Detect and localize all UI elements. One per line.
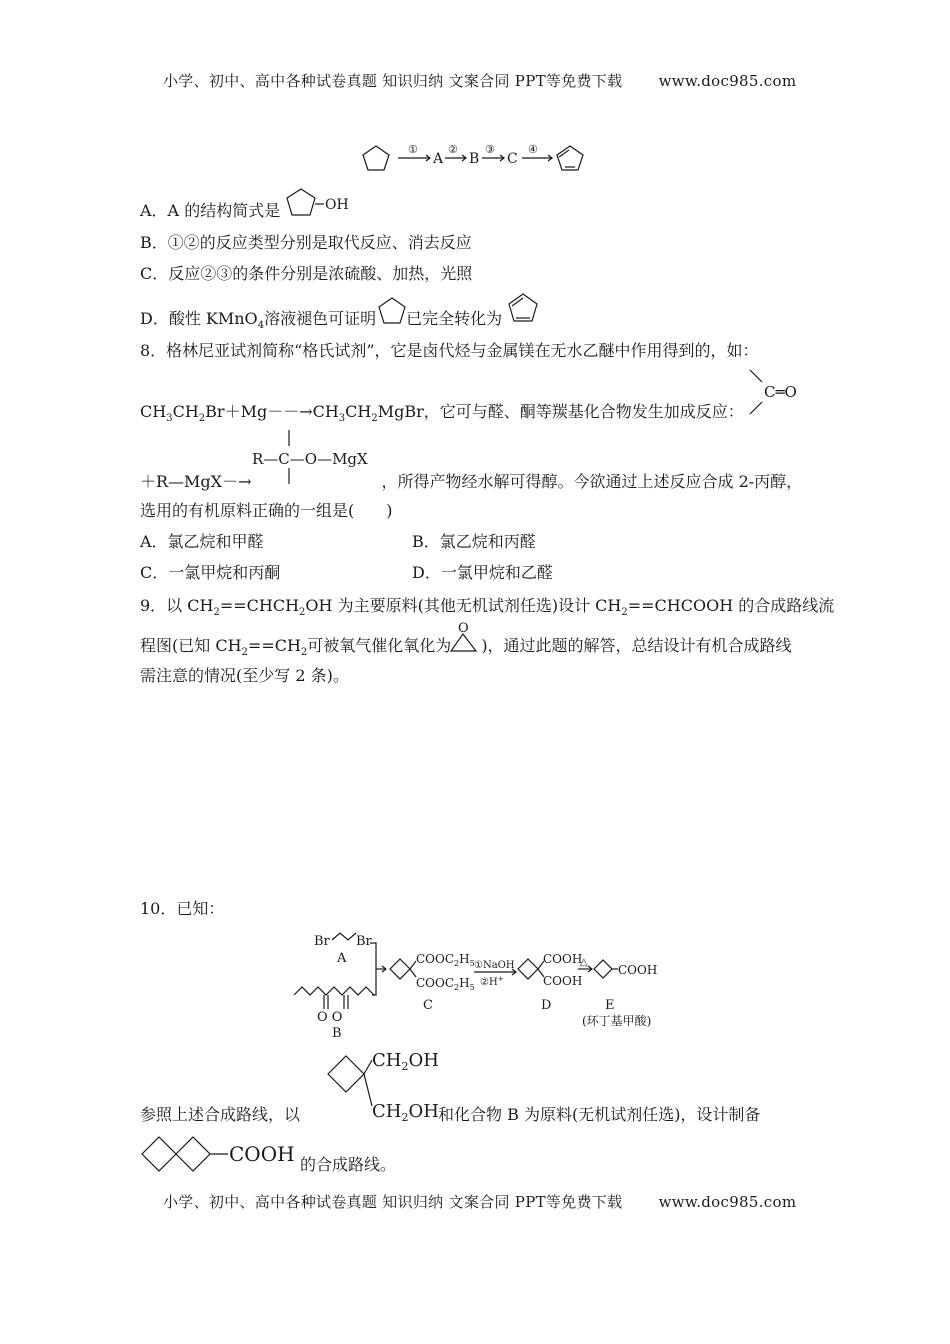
- acid-condition: ②H+: [480, 975, 504, 988]
- ester-group-2: $COOC_2H_5$: [416, 976, 475, 992]
- q9-l1-d: ==CHCOOH 的合成路线流: [627, 596, 835, 615]
- carbonyl-group-structure: [748, 368, 818, 418]
- eq-ch-4: CH: [345, 402, 372, 421]
- carboxyl-1: COOH: [543, 952, 583, 966]
- cyclobutane-ring-spiro-2-icon: [176, 1137, 210, 1171]
- target-carboxyl: COOH: [229, 1142, 295, 1166]
- cyclopentane-ring-icon: [287, 189, 315, 215]
- ch2oh-top: $CH_2OH$: [372, 1050, 439, 1073]
- q10-line1-post: 和化合物 B 为原料(无机试剂任选)，设计制备: [438, 1105, 761, 1124]
- eq-tail: MgBr，它可与醛、酮等羰基化合物发生加成反应：: [377, 402, 744, 421]
- epoxide-structure: [449, 618, 479, 658]
- bromine-2: Br: [356, 934, 372, 949]
- q8-question: 选用的有机原料正确的一组是( ): [140, 501, 393, 520]
- q7-option-d-pre: D．酸性 KMnO: [140, 309, 258, 328]
- footer-text: [163, 1191, 796, 1213]
- q7-option-a: [140, 200, 280, 222]
- q9-sub-5: 2: [300, 647, 308, 659]
- cyclobutane-ring-spiro-1-icon: [142, 1137, 176, 1171]
- epoxide-ring-icon: [451, 634, 476, 651]
- compound-d-label: D: [541, 998, 552, 1013]
- q7-option-c: C．反应②③的条件分别是浓硫酸、加热，光照: [140, 264, 473, 283]
- naoh-condition: ①NaOH: [474, 960, 515, 971]
- eq-arrow-part: Br＋Mg－－→CH: [205, 402, 339, 421]
- q8-line2-post: ，所得产物经水解可得醇。今欲通过上述反应合成 2-丙醇，: [381, 472, 803, 491]
- step-2-label: ②: [448, 143, 458, 156]
- bromine-1: Br: [314, 934, 330, 949]
- heat-condition: △: [580, 957, 588, 968]
- alkoxide-label: R—C—O—MgX: [252, 450, 368, 468]
- q9-l1-c: OH 为主要原料(其他无机试剂任选)设计 CH: [305, 596, 622, 615]
- q9-l2-c: 可被氧气催化氧化为: [307, 636, 452, 655]
- q9-sub-2: 2: [299, 607, 306, 619]
- compound-e-name: (环丁基甲酸): [582, 1014, 652, 1028]
- q10-reaction-scheme: [290, 925, 670, 1045]
- q8-grignard-equation: [140, 401, 744, 423]
- q7-option-d-mid: 溶液褪色可证明: [264, 309, 377, 328]
- q9-sub-3: 2: [621, 607, 628, 619]
- q10-line1: [140, 1104, 760, 1126]
- eq-ch-1: CH: [140, 402, 167, 421]
- cyclobutane-icon-2: [518, 959, 538, 979]
- q9-l2-b: ==CH: [247, 636, 301, 655]
- q9-sub-4: 2: [241, 647, 248, 659]
- ester-group-1: $COOC_2H_5$: [416, 952, 475, 968]
- q9-l2-d: )，通过此题的解答，总结设计有机合成路线: [481, 636, 792, 655]
- cyclopentadiene-small-icon: [507, 292, 541, 324]
- intermediate-b: B: [469, 151, 480, 167]
- eq-ch-2: CH: [172, 402, 199, 421]
- q9-line3: 需注意的情况(至少写 2 条)。: [140, 666, 349, 685]
- carbonyl-label: C═O: [764, 383, 797, 401]
- compound-c-label: C: [423, 998, 433, 1013]
- step-3-label: ③: [485, 143, 495, 156]
- hydroxyl-label: OH: [325, 197, 349, 213]
- spiro-carboxylic-acid-structure: [140, 1134, 310, 1176]
- q9-l1-b: ==CHCH: [219, 596, 300, 615]
- intermediate-a: A: [433, 151, 444, 167]
- eq-sub-1: 3: [166, 413, 173, 425]
- carbonyl-oxygens: O O: [317, 1010, 343, 1025]
- eq-sub-2: 2: [198, 413, 206, 425]
- cyclopentane-icon: [363, 146, 389, 170]
- step-1-label: ①: [408, 143, 418, 156]
- q8-intro: 8．格林尼亚试剂简称“格氏试剂”，它是卤代烃与金属镁在无水乙醚中作用得到的，如：: [140, 341, 759, 360]
- carboxyl-e: COOH: [618, 963, 658, 977]
- q7-option-d-sub: 4: [257, 320, 265, 332]
- cyclobutane-ring-large-icon: [328, 1056, 364, 1092]
- footer-promo: 小学、初中、高中各种试卷真题 知识归纳 文案合同 PPT等免费下载: [163, 1193, 623, 1211]
- header-site: www.doc985.com: [658, 72, 797, 90]
- q9-line1: [140, 595, 834, 617]
- eq-sub-3: 3: [338, 413, 346, 425]
- epoxide-oxygen: O: [458, 621, 469, 636]
- q8-option-c: C．一氯甲烷和丙酮: [140, 563, 281, 582]
- q9-l2-a: 程图(已知 CH: [140, 636, 242, 655]
- q8-option-d: D．一氯甲烷和乙醛: [412, 563, 553, 582]
- ch2oh-bottom: $CH_2OH$: [372, 1101, 439, 1124]
- header-text: [163, 70, 796, 92]
- q8-line2-pre: ＋R—MgX－→: [140, 472, 252, 491]
- cyclopentane-small-icon: [377, 296, 409, 326]
- q10-line2: 的合成路线。: [300, 1155, 397, 1174]
- q8-line2: [140, 471, 802, 493]
- carboxyl-2: COOH: [543, 974, 583, 988]
- q10-title: 10．已知：: [140, 899, 225, 918]
- q9-l1-a: 9．以 CH: [140, 596, 214, 615]
- cyclobutane-icon-3: [594, 960, 612, 978]
- q7-reaction-scheme: [356, 138, 596, 178]
- compound-e-label: E: [605, 998, 615, 1013]
- cyclopentanol-structure: [284, 186, 364, 222]
- q9-sub-1: 2: [213, 607, 220, 619]
- compound-b-label: B: [332, 1026, 342, 1041]
- cyclobutane-icon: [390, 959, 410, 979]
- q7-option-a-text: A．A 的结构简式是: [140, 201, 281, 220]
- compound-a-label: A: [337, 951, 347, 966]
- q10-line1-pre: 参照上述合成路线，以: [140, 1105, 301, 1124]
- q8-option-b: B．氯乙烷和丙醛: [412, 532, 536, 551]
- eq-sub-4: 2: [371, 413, 378, 425]
- q7-option-d-post: 已完全转化为: [406, 309, 503, 328]
- footer-site: www.doc985.com: [658, 1193, 797, 1211]
- intermediate-c: C: [507, 151, 518, 167]
- q7-option-b: B．①②的反应类型分别是取代反应、消去反应: [140, 233, 472, 252]
- q7-option-d: [140, 308, 502, 330]
- step-4-label: ④: [528, 143, 538, 156]
- cyclopentadiene-icon: [557, 146, 583, 170]
- header-promo: 小学、初中、高中各种试卷真题 知识归纳 文案合同 PPT等免费下载: [163, 72, 623, 90]
- q8-option-a: A．氯乙烷和甲醛: [140, 532, 264, 551]
